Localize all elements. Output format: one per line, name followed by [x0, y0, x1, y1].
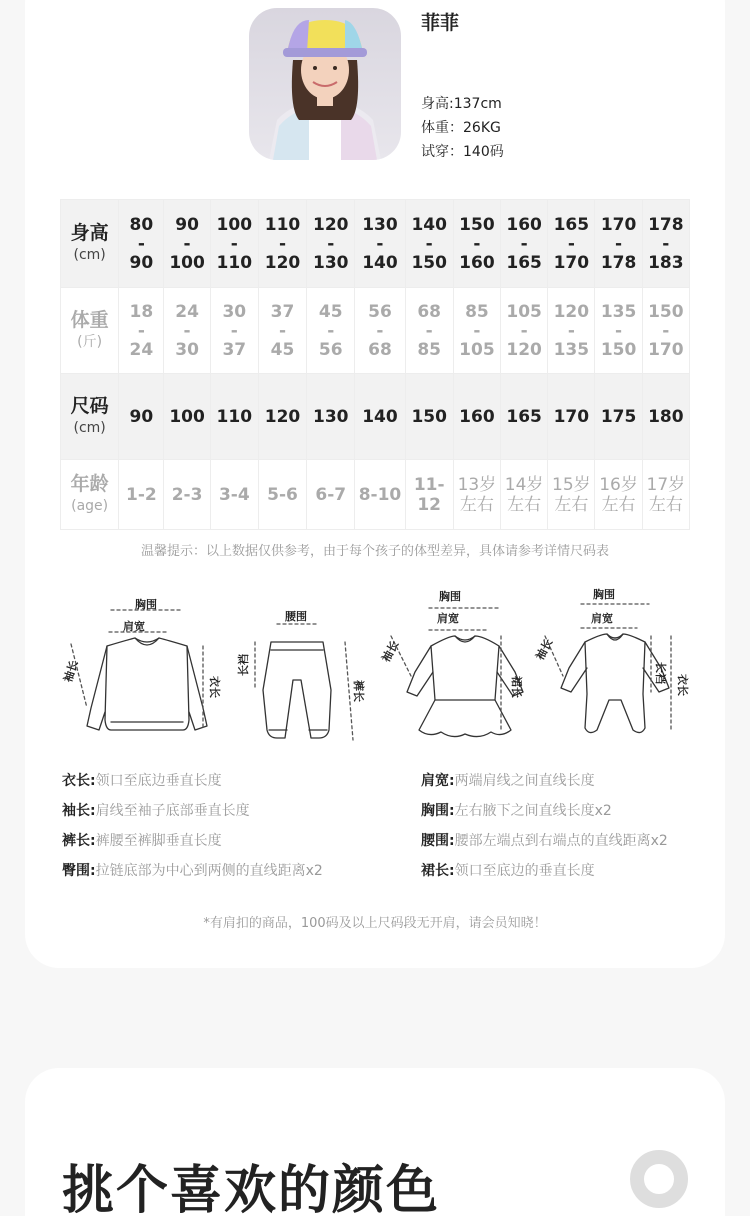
color-section-title: 挑个喜欢的颜色 [62, 1161, 441, 1216]
d1-sleeve-label: 袖长 [61, 658, 81, 684]
table-cell: 165 - 170 [548, 200, 595, 288]
table-cell: 90 - 100 [164, 200, 210, 288]
d3-chest-label: 胸围 [439, 590, 461, 603]
table-cell: 175 [595, 374, 642, 460]
table-cell: 165 [501, 374, 548, 460]
d4-length-label: 衣长 [676, 674, 689, 696]
table-cell: 5-6 [258, 460, 306, 530]
table-cell: 100 [164, 374, 210, 460]
d4-chest-label: 胸围 [593, 588, 615, 601]
row-header-unit: (cm) [73, 246, 106, 263]
row-header-label: 身高 [70, 221, 109, 244]
definition-sleeve: 袖长:肩线至袖子底部垂直长度 [62, 803, 250, 819]
table-cell: 16岁 左右 [595, 460, 642, 530]
d1-chest-label: 胸围 [135, 598, 157, 611]
table-cell: 56 - 68 [355, 288, 405, 374]
table-cell: 100 - 110 [210, 200, 258, 288]
table-cell: 68 - 85 [405, 288, 453, 374]
definition-skirt: 裙长:领口至底边的垂直长度 [421, 863, 595, 879]
table-cell: 150 - 160 [453, 200, 500, 288]
size-table [60, 199, 690, 530]
row-header-unit: (cm) [73, 419, 106, 436]
ring-icon [630, 1150, 688, 1208]
d3-shoulder-label: 肩宽 [437, 612, 459, 625]
definition-waist: 腰围:腰部左端点到右端点的直线距离x2 [421, 833, 668, 849]
table-cell: 30 - 37 [210, 288, 258, 374]
model-height: 身高:137cm [421, 96, 502, 112]
d2-pants-label: 裤长 [352, 680, 365, 702]
model-photo [249, 8, 401, 160]
shoulder-button-note: *有肩扣的商品，100码及以上尺码段无开肩，请会员知晓！ [203, 916, 547, 931]
table-cell: 3-4 [210, 460, 258, 530]
weight-row [61, 288, 690, 374]
definition-shoulder: 肩宽:两端肩线之间直线长度 [421, 773, 595, 789]
model-name: 菲菲 [421, 12, 460, 34]
model-stats [421, 92, 504, 164]
table-cell: 130 [307, 374, 355, 460]
d2-rise-label: 长裆 [237, 654, 250, 676]
table-cell: 160 [453, 374, 500, 460]
table-cell: 14岁 左右 [501, 460, 548, 530]
d1-shoulder-label: 肩宽 [123, 620, 145, 633]
table-cell: 160 - 165 [501, 200, 548, 288]
definition-length: 衣长:领口至底边垂直长度 [62, 773, 222, 789]
table-cell: 11-12 [405, 460, 453, 530]
table-cell: 110 [210, 374, 258, 460]
row-header-unit: (斤) [77, 333, 103, 350]
table-cell: 180 [642, 374, 689, 460]
d3-skirt-label: 裙长 [510, 676, 523, 698]
d2-waist-label: 腰围 [285, 610, 307, 623]
table-cell: 120 - 130 [307, 200, 355, 288]
table-cell: 150 [405, 374, 453, 460]
table-cell: 110 - 120 [258, 200, 306, 288]
table-cell: 45 - 56 [307, 288, 355, 374]
row-header-label: 体重 [70, 308, 109, 331]
table-cell: 105 - 120 [501, 288, 548, 374]
table-cell: 170 [548, 374, 595, 460]
model-tried-size: 试穿：140码 [421, 144, 504, 160]
definition-hip: 臀围:拉链底部为中心到两侧的直线距离x2 [62, 863, 323, 879]
d3-sleeve-label: 袖长 [379, 638, 402, 665]
table-cell: 120 [258, 374, 306, 460]
row-header-label: 年龄 [70, 472, 109, 495]
model-weight: 体重：26KG [421, 120, 501, 136]
table-cell: 18 - 24 [119, 288, 164, 374]
definition-chest: 胸围:左右腋下之间直线长度x2 [421, 803, 612, 819]
d4-rise-label: 长裆 [654, 662, 667, 684]
definition-pants: 裤长:裤腰至裤脚垂直长度 [62, 833, 222, 849]
table-cell: 17岁 左右 [642, 460, 689, 530]
pants-diagram [255, 624, 353, 740]
d4-shoulder-label: 肩宽 [591, 612, 613, 625]
row-header [61, 200, 119, 288]
table-cell: 85 - 105 [453, 288, 500, 374]
row-header [61, 288, 119, 374]
table-cell: 150 - 170 [642, 288, 689, 374]
table-cell: 15岁 左右 [548, 460, 595, 530]
size-row [61, 374, 690, 460]
table-cell: 1-2 [119, 460, 164, 530]
row-header-unit: (age) [71, 497, 109, 514]
d4-sleeve-label: 袖长 [533, 636, 556, 663]
table-cell: 135 - 150 [595, 288, 642, 374]
table-cell: 13岁 左右 [453, 460, 500, 530]
row-header [61, 460, 119, 530]
table-cell: 6-7 [307, 460, 355, 530]
size-tip: 温馨提示：以上数据仅供参考，由于每个孩子的体型差异，具体请参考详情尺码表 [140, 544, 609, 559]
table-cell: 2-3 [164, 460, 210, 530]
table-cell: 170 - 178 [595, 200, 642, 288]
measurement-diagrams [55, 580, 705, 750]
height-row [61, 200, 690, 288]
table-cell: 140 [355, 374, 405, 460]
table-cell: 80 - 90 [119, 200, 164, 288]
table-cell: 90 [119, 374, 164, 460]
table-cell: 130 - 140 [355, 200, 405, 288]
table-cell: 120 - 135 [548, 288, 595, 374]
row-header-label: 尺码 [70, 394, 109, 417]
table-cell: 8-10 [355, 460, 405, 530]
row-header [61, 374, 119, 460]
table-cell: 24 - 30 [164, 288, 210, 374]
table-cell: 37 - 45 [258, 288, 306, 374]
d1-length-label: 衣长 [208, 676, 221, 698]
table-cell: 140 - 150 [405, 200, 453, 288]
table-cell: 178 - 183 [642, 200, 689, 288]
age-row [61, 460, 690, 530]
dress-diagram [391, 608, 523, 737]
